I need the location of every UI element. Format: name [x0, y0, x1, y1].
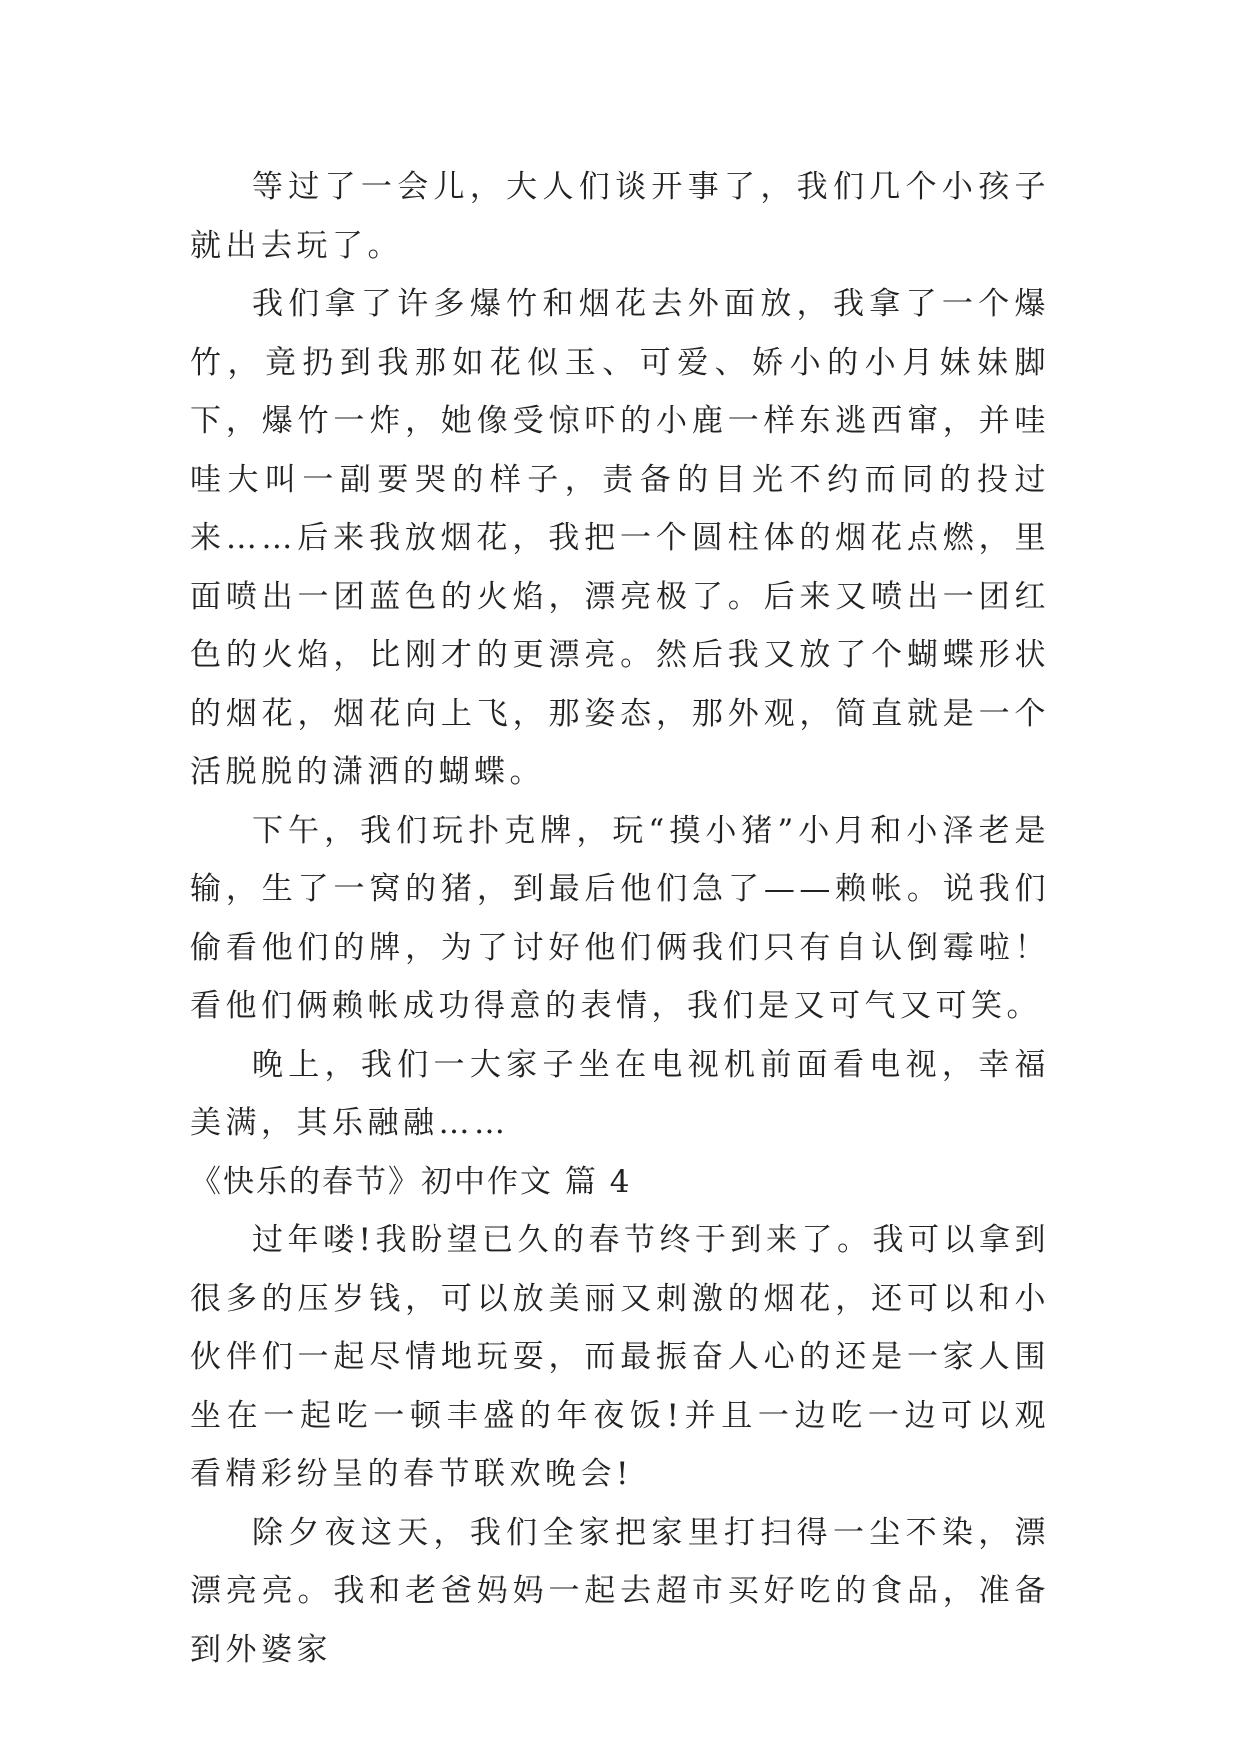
paragraph: 我们拿了许多爆竹和烟花去外面放，我拿了一个爆竹，竟扔到我那如花似玉、可爱、娇小的小月妹妹脚下，爆竹一炸，她像受惊吓的小鹿一样东逃西窜，并哇哇大叫一副要哭的样子，责备的目光不约而同的投过来……后来我放烟花，我把一个圆柱体的烟花点燃，里面喷出一团蓝色的火焰，漂亮极了。后来又喷出一团红色的火焰，比刚才的更漂亮。然后我又放了个蝴蝶形状的烟花，烟花向上飞，那姿态，那外观，简直就是一个活脱脱的潇洒的蝴蝶。	[190, 286, 1050, 790]
paragraph: 除夕夜这天，我们全家把家里打扫得一尘不染，漂漂亮亮。我和老爸妈妈一起去超市买好吃的食品，准备到外婆家	[190, 1514, 1050, 1668]
section-heading: 《快乐的春节》初中作文 篇 4	[190, 1163, 632, 1200]
paragraph: 晚上，我们一大家子坐在电视机前面看电视，幸福美满，其乐融融……	[190, 1046, 1050, 1141]
document-body	[190, 158, 1050, 1679]
paragraph: 过年喽!我盼望已久的春节终于到来了。我可以拿到很多的压岁钱，可以放美丽又刺激的烟花，还可以和小伙伴们一起尽情地玩耍，而最振奋人心的还是一家人围坐在一起吃一顿丰盛的年夜饭!并且一边吃一边可以观看精彩纷呈的春节联欢晚会!	[190, 1222, 1050, 1492]
paragraph: 等过了一会儿，大人们谈开事了，我们几个小孩子就出去玩了。	[190, 169, 1050, 264]
paragraph: 下午，我们玩扑克牌，玩“摸小猪”小月和小泽老是输，生了一窝的猪，到最后他们急了——赖帐。说我们偷看他们的牌，为了讨好他们俩我们只有自认倒霉啦！看他们俩赖帐成功得意的表情，我们是又可气又可笑。	[190, 812, 1050, 1024]
